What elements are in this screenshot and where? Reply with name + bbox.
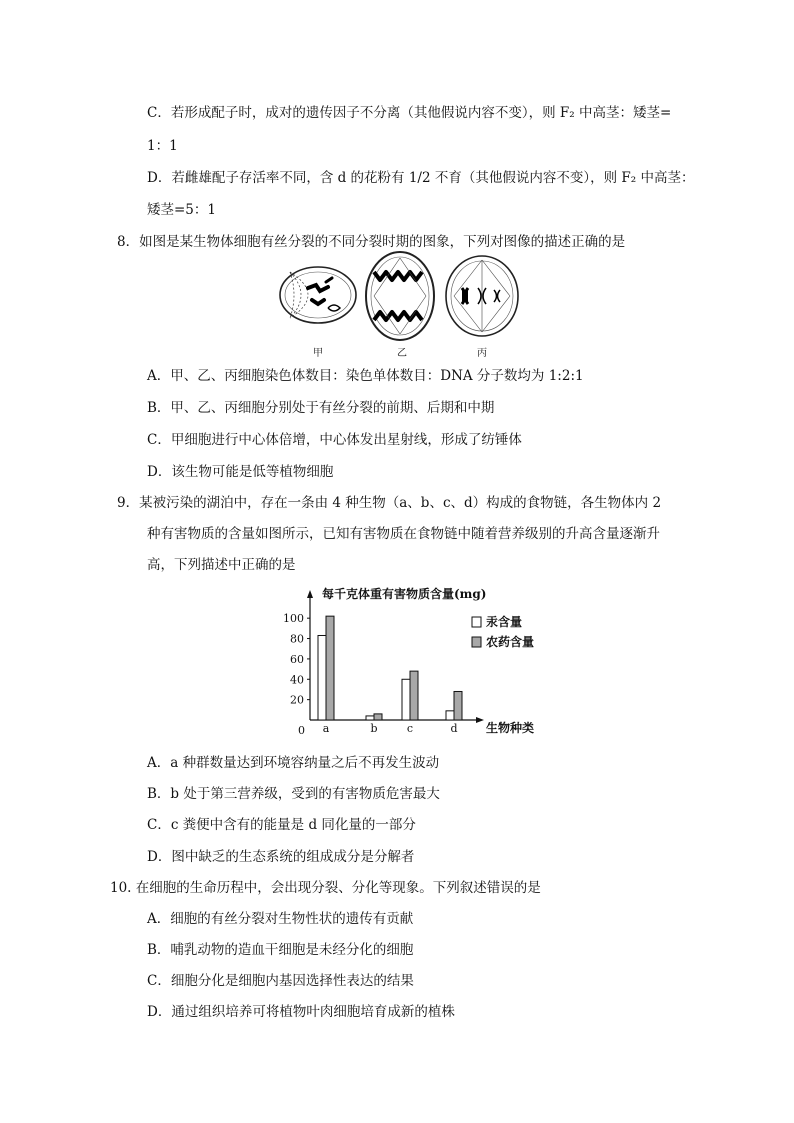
q9-option-c: C．c 粪便中含有的能量是 d 同化量的一部分: [147, 817, 416, 833]
bar-chart: [276, 584, 538, 736]
origin-label: 0: [298, 724, 305, 736]
q10-option-d: D．通过组织培养可将植物叶肉细胞培育成新的植株: [147, 1004, 455, 1020]
legend-label: 农药含量: [486, 635, 535, 649]
q10-option-c: C．细胞分化是细胞内基因选择性表达的结果: [147, 973, 414, 989]
q7-option-c-line1: C．若形成配子时，成对的遗传因子不分离（其他假说内容不变），则 F₂ 中高茎：矮茎=: [147, 105, 672, 121]
y-tick-label: 20: [290, 693, 304, 707]
q9-stem-line3: 高，下列描述中正确的是: [147, 557, 296, 573]
q10-option-b: B．哺乳动物的造血干细胞是未经分化的细胞: [147, 942, 414, 958]
label-jia: 甲: [313, 348, 323, 359]
q9-option-d: D．图中缺乏的生态系统的组成成分是分解者: [147, 849, 415, 865]
q7-option-d-line2: 矮茎=5：1: [147, 202, 216, 218]
q8-option-c: C．甲细胞进行中心体倍增，中心体发出星射线，形成了纺锤体: [147, 432, 522, 448]
y-tick-label: 60: [290, 652, 304, 666]
legend-label: 汞含量: [486, 615, 523, 629]
x-tick-label: c: [406, 722, 414, 735]
x-axis-title: 生物种类: [486, 721, 535, 735]
legend-swatch: [472, 617, 481, 627]
bar-a-series-2: [326, 616, 334, 720]
x-tick-label: a: [322, 722, 330, 735]
x-tick-label: d: [450, 722, 458, 735]
y-tick-label: 80: [290, 632, 304, 646]
chart-title: 每千克体重有害物质含量(mg): [322, 587, 487, 601]
q8-option-a: A．甲、乙、丙细胞染色体数目：染色单体数目：DNA 分子数均为 1:2:1: [147, 368, 584, 384]
cell-bing: [446, 256, 518, 336]
q8-option-b: B．甲、乙、丙细胞分别处于有丝分裂的前期、后期和中期: [147, 400, 495, 416]
bar-b-series-2: [374, 714, 382, 720]
label-bing: 丙: [477, 348, 487, 359]
mitosis-figure: [278, 250, 520, 362]
x-axis-arrow: [476, 717, 484, 723]
q10-stem: 10. 在细胞的生命历程中，会出现分裂、分化等现象。下列叙述错误的是: [110, 880, 541, 896]
cell-yi: [366, 252, 434, 340]
q9-stem-line1: 9．某被污染的湖泊中，存在一条由 4 种生物（a、b、c、d）构成的食物链，各生物体内 2: [117, 495, 662, 511]
bar-c-series-2: [410, 671, 418, 720]
y-axis-arrow: [307, 590, 313, 598]
q9-option-a: A．a 种群数量达到环境容纳量之后不再发生波动: [147, 755, 440, 771]
q7-option-c-line2: 1：1: [147, 138, 178, 154]
x-tick-label: b: [370, 722, 378, 735]
bar-a-series-1: [318, 635, 326, 720]
y-tick-label: 100: [283, 612, 304, 626]
y-tick-label: 40: [290, 673, 304, 687]
q7-option-d-line1: D．若雌雄配子存活率不同，含 d 的花粉有 1/2 不育（其他假说内容不变），则 F₂ 中高茎：: [147, 170, 695, 186]
bar-d-series-1: [446, 711, 454, 720]
q9-stem-line2: 种有害物质的含量如图所示，已知有害物质在食物链中随着营养级别的升高含量逐渐升: [147, 526, 660, 542]
bar-d-series-2: [454, 691, 462, 720]
bar-c-series-1: [402, 679, 410, 720]
legend-swatch: [472, 637, 481, 647]
cell-jia: [280, 267, 356, 323]
q8-option-d: D．该生物可能是低等植物细胞: [147, 464, 334, 480]
label-yi: 乙: [397, 348, 407, 359]
q10-option-a: A．细胞的有丝分裂对生物性状的遗传有贡献: [147, 911, 414, 927]
q8-stem: 8．如图是某生物体细胞有丝分裂的不同分裂时期的图象，下列对图像的描述正确的是: [117, 234, 626, 250]
q9-option-b: B．b 处于第三营养级，受到的有害物质危害最大: [147, 786, 440, 802]
bar-b-series-1: [366, 716, 374, 720]
